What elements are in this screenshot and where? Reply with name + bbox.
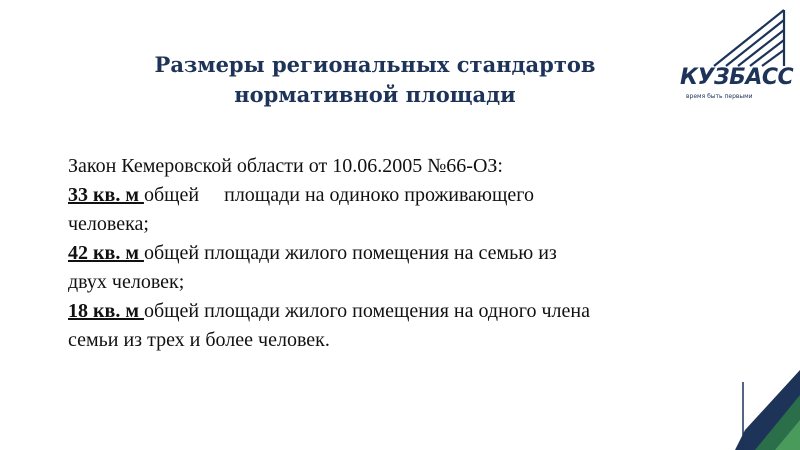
standard-text: общей площади жилого помещения на семью из: [143, 242, 557, 264]
standard-amount: 33 кв. м: [68, 184, 144, 206]
logo-wordmark: КУЗБАСС: [680, 65, 794, 90]
standard-amount: 18 кв. м: [68, 300, 144, 322]
title-line-2: нормативной площади: [234, 82, 516, 107]
law-reference: Закон Кемеровской области от 10.06.2005 №66-ОЗ:: [68, 155, 503, 177]
corner-decoration: [735, 370, 800, 450]
standard-item-2: [68, 239, 748, 268]
standard-text: общей площади на одиноко проживающего: [143, 184, 534, 206]
standard-item-2-cont: двух человек;: [68, 271, 185, 293]
standard-item-1: [68, 181, 748, 210]
standard-item-3: [68, 297, 748, 326]
slide-body: [68, 152, 748, 355]
standard-item-3-cont: семьи из трех и более человек.: [68, 329, 330, 351]
slide-title: [120, 50, 630, 110]
standard-item-1-cont: человека;: [68, 213, 149, 235]
kuzbass-logo: [676, 8, 794, 108]
logo-tagline: время быть первыми: [686, 93, 753, 100]
title-line-1: Размеры региональных стандартов: [154, 52, 596, 77]
standard-amount: 42 кв. м: [68, 242, 144, 264]
standard-text: общей площади жилого помещения на одного члена: [143, 300, 590, 322]
